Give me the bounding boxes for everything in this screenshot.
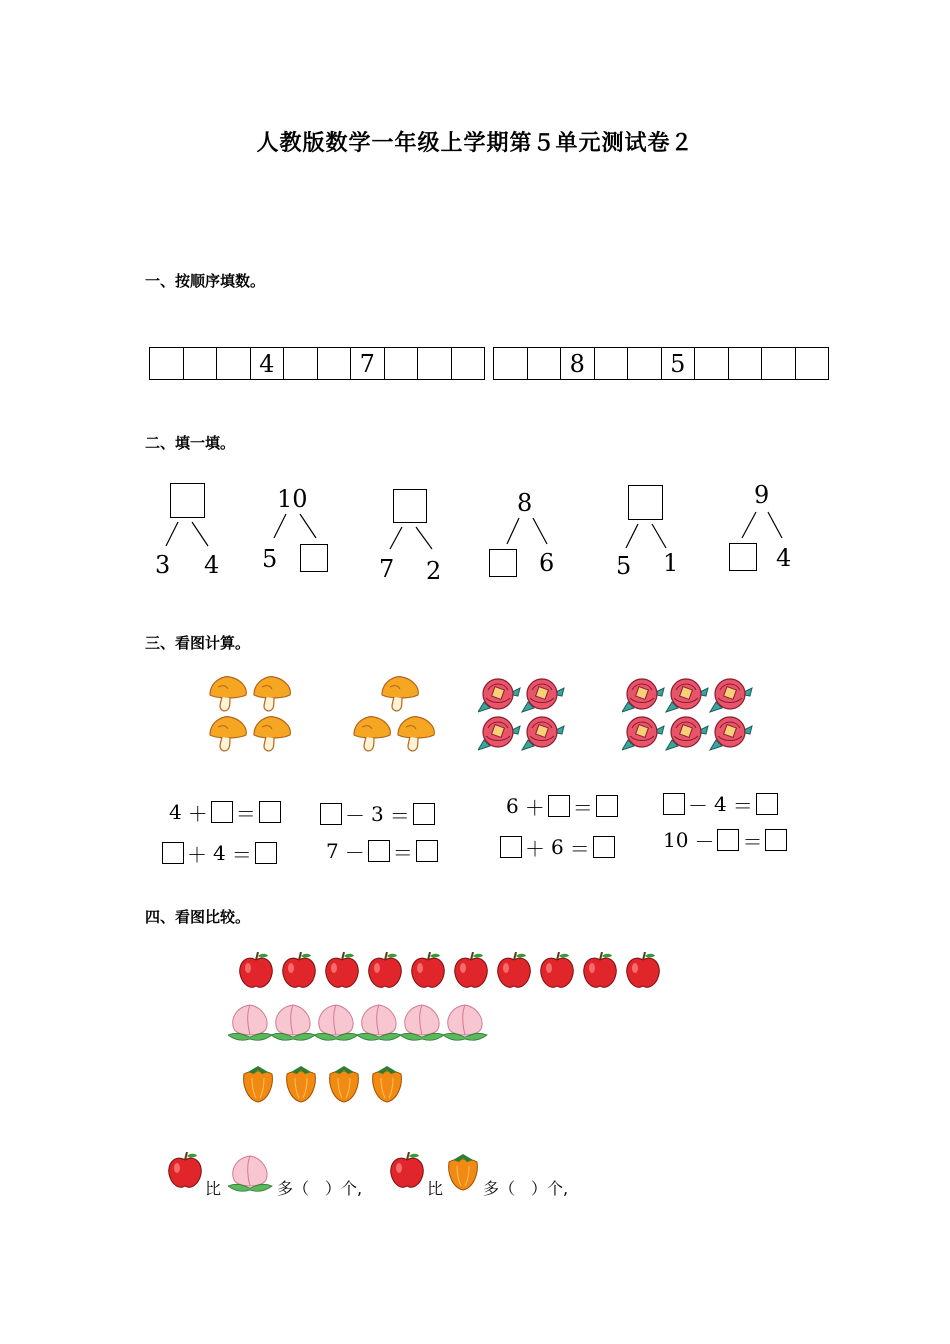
tree-left-number: 7 [379, 555, 395, 583]
eq-operator: ＋ [187, 842, 207, 867]
tree-left-box[interactable] [489, 549, 517, 577]
sequence-cell[interactable] [385, 347, 419, 380]
peach-icon [443, 1005, 487, 1040]
answer-box[interactable] [368, 840, 390, 862]
sequence-cell[interactable] [418, 347, 452, 380]
more-than-blank[interactable]: 多（ ）个, [277, 1179, 363, 1198]
apple-icon [584, 952, 617, 987]
mushroom-group [208, 675, 298, 755]
answer-box[interactable] [259, 801, 281, 823]
eq-equals: ＝ [392, 840, 413, 865]
eq-operator: － [694, 829, 715, 854]
apple-icon [240, 952, 273, 987]
answer-box[interactable] [717, 829, 739, 851]
sequence-cell[interactable] [217, 347, 251, 380]
persimmon-icon [330, 1066, 359, 1102]
eq-operator: － [344, 840, 365, 865]
sequence-left [149, 347, 485, 380]
peach-icon [400, 1005, 444, 1040]
sequence-cell[interactable] [284, 347, 318, 380]
section-1-heading: 一、按顺序填数。 [145, 272, 266, 290]
eq-equals: ＝ [742, 829, 763, 854]
flower-group [622, 676, 757, 756]
sequence-cell[interactable] [528, 347, 562, 380]
tree-top-box[interactable] [628, 485, 663, 520]
tree-top-box[interactable] [393, 489, 427, 523]
tree-right-number: 6 [539, 549, 555, 577]
mushroom-group [352, 675, 442, 755]
sequence-cell[interactable] [595, 347, 629, 380]
sequence-cell[interactable] [184, 347, 218, 380]
sequence-cell[interactable] [729, 347, 763, 380]
tree-right-box[interactable] [300, 544, 328, 572]
section-4-heading: 四、看图比较。 [145, 908, 251, 926]
tree-right-number: 2 [426, 557, 442, 585]
sequence-cell[interactable] [318, 347, 352, 380]
sequence-cell[interactable] [695, 347, 729, 380]
answer-box[interactable] [548, 795, 570, 817]
apple-icon [412, 952, 445, 987]
answer-box[interactable] [413, 803, 435, 825]
apple-icon [283, 952, 316, 987]
sequence-cell[interactable] [493, 347, 528, 380]
answer-box[interactable] [593, 836, 615, 858]
tree-lines [732, 508, 812, 548]
tree-top-box[interactable] [170, 483, 205, 518]
persimmon-icon [373, 1066, 402, 1102]
eq-operator: ＋ [525, 836, 545, 861]
eq-number: 7 [326, 839, 339, 863]
page-title: 人教版数学一年级上学期第５单元测试卷２ [256, 131, 694, 156]
sequence-cell[interactable] [762, 347, 796, 380]
persimmon-icon [244, 1066, 273, 1102]
tree-left-number: 3 [155, 551, 171, 579]
eq-operator: － [345, 803, 365, 828]
answer-box[interactable] [416, 840, 438, 862]
sequence-cell[interactable] [452, 347, 486, 380]
equation [503, 793, 618, 819]
equation [162, 840, 277, 866]
tree-right-number: 4 [204, 551, 220, 579]
sequence-cell: 5 [662, 347, 696, 380]
eq-equals: ＝ [572, 795, 593, 820]
eq-number: 4 [213, 841, 226, 865]
persimmon-icon [287, 1066, 316, 1102]
equation [166, 799, 281, 825]
eq-number: 10 [663, 828, 689, 852]
peach-icon [271, 1005, 315, 1040]
sequence-cell[interactable] [796, 347, 830, 380]
peach-icon [228, 1152, 274, 1194]
answer-box[interactable] [596, 795, 618, 817]
answer-box[interactable] [756, 793, 778, 815]
more-than-blank[interactable]: 多（ ）个, [483, 1179, 569, 1198]
apple-row [238, 952, 668, 994]
sequence-cell: 7 [351, 347, 385, 380]
equation [663, 791, 778, 817]
eq-equals: ＝ [389, 803, 410, 828]
answer-box[interactable] [500, 836, 522, 858]
apple-icon [498, 952, 531, 987]
answer-box[interactable] [255, 842, 277, 864]
persimmon-row [240, 1062, 420, 1106]
sequence-cell: 8 [561, 347, 595, 380]
answer-box[interactable] [211, 801, 233, 823]
section-3-heading: 三、看图计算。 [145, 634, 251, 652]
apple-icon [389, 1152, 425, 1192]
answer-box[interactable] [663, 793, 685, 815]
tree-left-box[interactable] [729, 543, 757, 571]
eq-equals: ＝ [732, 793, 753, 818]
equation [320, 801, 435, 827]
tree-top-number: 10 [277, 485, 308, 513]
flower-group [478, 676, 570, 756]
bi-text: 比 [205, 1179, 222, 1198]
equation [500, 834, 615, 860]
tree-left-number: 5 [262, 545, 278, 573]
answer-box[interactable] [765, 829, 787, 851]
peach-icon [314, 1005, 358, 1040]
apple-icon [541, 952, 574, 987]
answer-box[interactable] [162, 842, 184, 864]
equation [660, 827, 787, 853]
eq-number: 4 [714, 792, 727, 816]
apple-icon [455, 952, 488, 987]
eq-equals: ＝ [235, 801, 256, 826]
sequence-cell[interactable] [149, 347, 184, 380]
bi-text: 比 [427, 1179, 444, 1198]
sequence-cell[interactable] [628, 347, 662, 380]
tree-left-number: 5 [616, 552, 632, 580]
eq-operator: － [688, 793, 708, 818]
eq-number: 6 [551, 835, 564, 859]
answer-box[interactable] [320, 803, 342, 825]
tree-right-number: 4 [776, 544, 792, 572]
eq-equals: ＝ [231, 842, 252, 867]
peach-icon [228, 1005, 272, 1040]
eq-number: 6 [506, 794, 519, 818]
tree-top-number: 9 [754, 481, 770, 509]
tree-right-number: 1 [663, 549, 679, 577]
persimmon-icon [445, 1150, 481, 1194]
eq-number: 3 [371, 802, 384, 826]
eq-operator: ＋ [187, 801, 208, 826]
apple-icon [167, 1152, 203, 1192]
section-2-heading: 二、填一填。 [145, 434, 236, 452]
peach-icon [357, 1005, 401, 1040]
sequence-right [493, 347, 829, 380]
apple-icon [627, 952, 660, 987]
apple-icon [326, 952, 359, 987]
eq-number: 4 [169, 800, 182, 824]
equation [323, 838, 438, 864]
eq-equals: ＝ [569, 836, 590, 861]
peach-row [228, 1001, 498, 1047]
tree-top-number: 8 [517, 489, 533, 517]
eq-operator: ＋ [524, 795, 545, 820]
sequence-cell: 4 [251, 347, 285, 380]
apple-icon [369, 952, 402, 987]
